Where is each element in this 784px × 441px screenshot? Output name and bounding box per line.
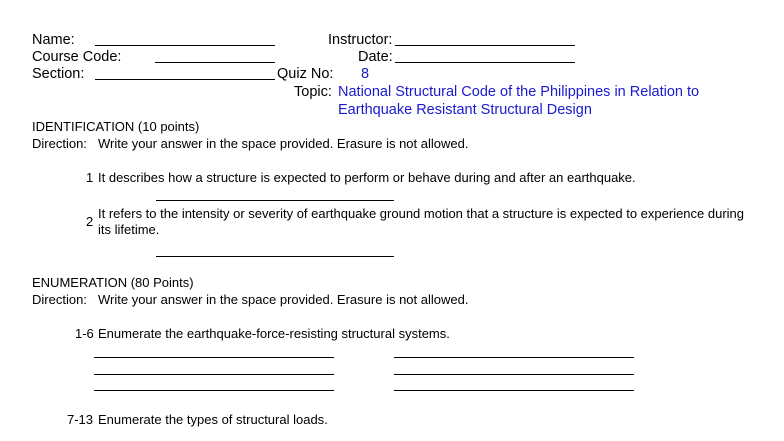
instructor-label: Instructor:: [328, 32, 393, 48]
answer-blank[interactable]: [94, 357, 334, 358]
enumeration-direction-text: Write your answer in the space provided. Erasure is not allowed.: [98, 292, 469, 307]
answer-blank[interactable]: [94, 374, 334, 375]
answer-blank[interactable]: [394, 357, 634, 358]
identification-direction-label: Direction:: [32, 136, 87, 151]
answer-blank[interactable]: [394, 374, 634, 375]
answer-blank[interactable]: [394, 390, 634, 391]
section-label: Section:: [32, 66, 85, 82]
item-number: 1: [86, 170, 94, 185]
item-number: 7-13: [67, 412, 94, 427]
quiz-no-value: 8: [361, 66, 370, 82]
item-question: It describes how a structure is expected to perform or behave during and after an earthquake.: [98, 170, 636, 185]
name-blank[interactable]: [95, 45, 275, 46]
course-code-blank[interactable]: [155, 62, 275, 63]
item-number: 1-6: [75, 326, 94, 341]
answer-blank[interactable]: [156, 256, 394, 257]
item-question: Enumerate the types of structural loads.: [98, 412, 328, 427]
topic-line-1: National Structural Code of the Philippines in Relation to: [338, 84, 700, 100]
enumeration-direction-label: Direction:: [32, 292, 87, 307]
topic-line-2: Earthquake Resistant Structural Design: [338, 102, 592, 118]
item-number: 2: [86, 214, 94, 229]
identification-direction-text: Write your answer in the space provided. Erasure is not allowed.: [98, 136, 469, 151]
course-code-label: Course Code:: [32, 49, 122, 65]
name-label: Name:: [32, 32, 75, 48]
item-question: It refers to the intensity or severity of earthquake ground motion that a structure is expected to experience during its lifetime.: [98, 206, 745, 237]
enumeration-heading: ENUMERATION (80 Points): [32, 275, 194, 290]
date-label: Date:: [358, 49, 393, 65]
answer-blank[interactable]: [94, 390, 334, 391]
instructor-blank[interactable]: [395, 45, 575, 46]
date-blank[interactable]: [395, 62, 575, 63]
identification-heading: IDENTIFICATION (10 points): [32, 119, 200, 134]
section-blank[interactable]: [95, 79, 275, 80]
topic-label: Topic:: [294, 84, 332, 100]
item-question: Enumerate the earthquake-force-resisting structural systems.: [98, 326, 450, 341]
answer-blank[interactable]: [156, 200, 394, 201]
quiz-no-label: Quiz No:: [277, 66, 334, 82]
